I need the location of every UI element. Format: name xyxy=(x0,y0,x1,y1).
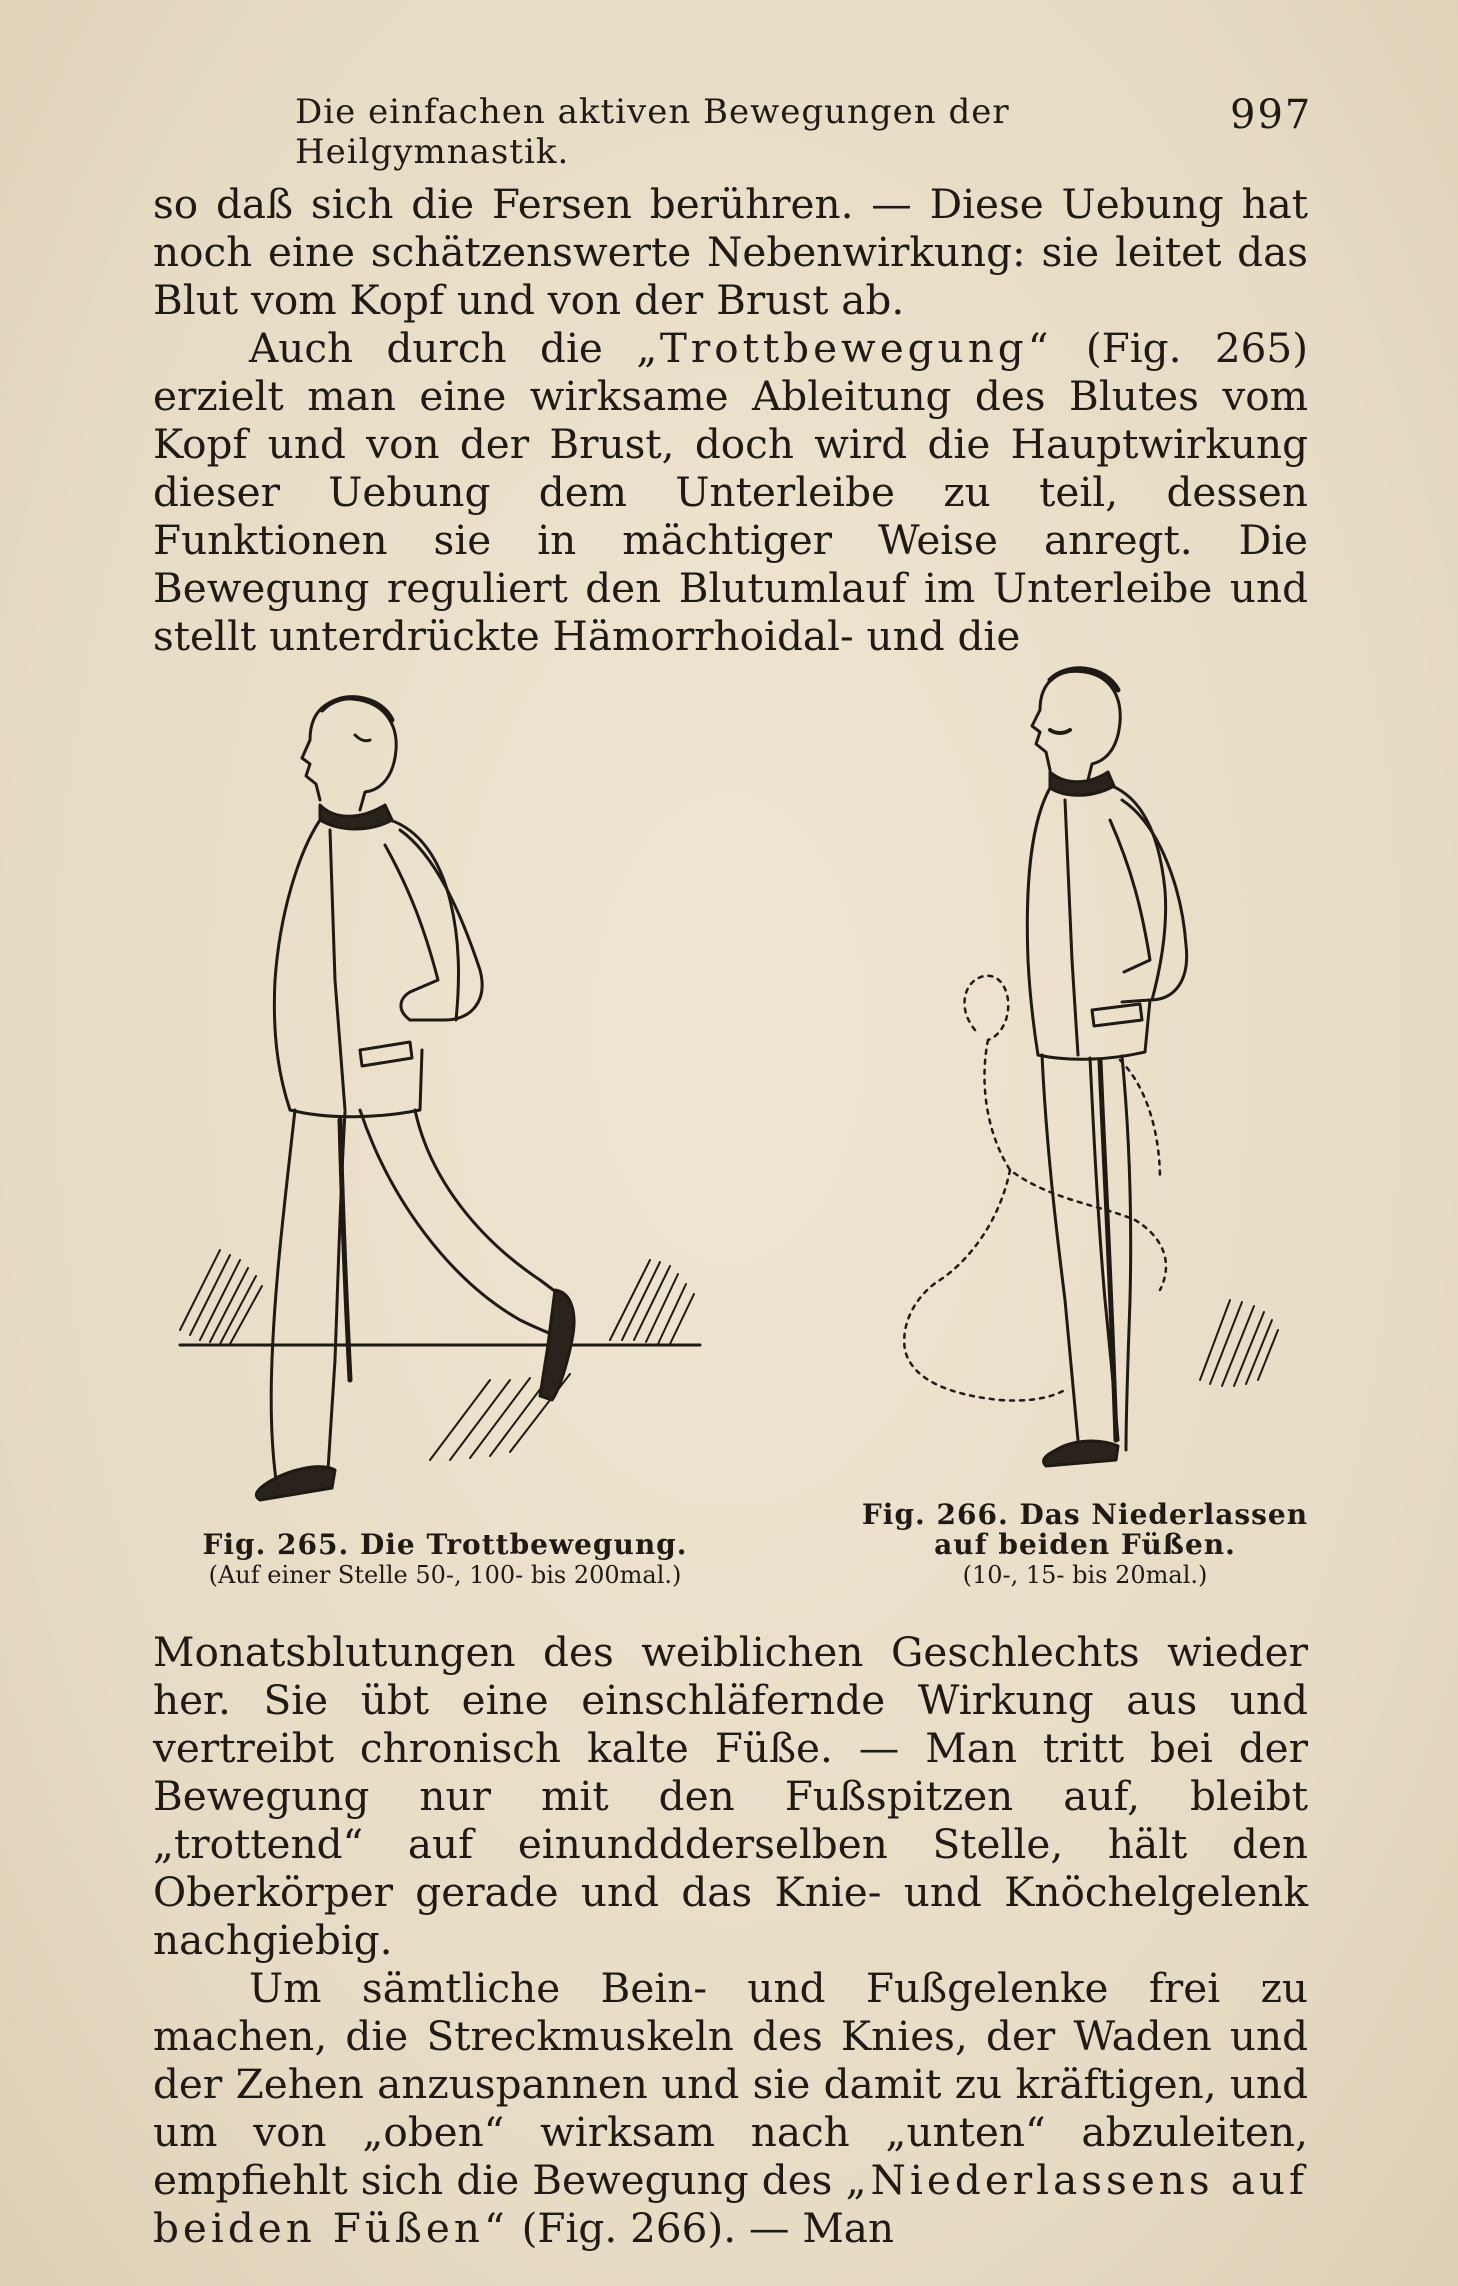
paragraph-4-start: Um sämtliche Bein- und Fußgelenke frei zu machen, die Streckmuskeln des Knies, der Waden und der Zehen anzuspannen und sie damit zu kräftigen, und um von „oben“ wirksam nach „unten“ abzuleiten, empfiehlt sich die Bewegung des xyxy=(153,1964,1308,2204)
figure-265-illustration xyxy=(160,680,720,1520)
paragraph-4-end: (Fig. 266). — Man xyxy=(508,2204,895,2252)
running-title: Die einfachen aktiven Bewegungen der Heilgymnastik. xyxy=(295,92,1010,172)
paragraph-2-start: Auch durch die xyxy=(249,324,637,372)
paragraph-4 xyxy=(153,1964,1308,2252)
figure-266-title-line1: Fig. 266. Das Niederlassen xyxy=(861,1498,1309,1531)
figure-265-title: Fig. 265. Die Trottbewegung. xyxy=(202,1528,688,1561)
paragraph-2 xyxy=(153,324,1308,660)
top-text-block xyxy=(153,180,1308,660)
figure-265-subtitle: (Auf einer Stelle 50-, 100- bis 200mal.) xyxy=(208,1561,682,1589)
figure-266-caption xyxy=(845,1500,1325,1590)
figure-266-illustration xyxy=(860,660,1320,1500)
term-trottbewegung: „Trottbewegung“ xyxy=(636,324,1053,372)
figure-266-subtitle: (10-, 15- bis 20mal.) xyxy=(962,1561,1208,1589)
page-number: 997 xyxy=(1230,92,1313,138)
paragraph-3: Monatsblutungen des weiblichen Geschlechts wieder her. Sie übt eine einschläfernde Wirkung aus und vertreibt chronisch kalte Füße. — Man tritt bei der Bewegung nur mit den Fußspitzen auf, bleibt „trottend“ auf einunddderselben Stelle, hält den Oberkörper gerade und das Knie- und Knöchelgelenk nachgiebig. xyxy=(153,1628,1308,1964)
bottom-text-block xyxy=(153,1628,1308,2252)
figure-266-title-line2: auf beiden Füßen. xyxy=(934,1528,1236,1561)
paragraph-2-end: (Fig. 265) erzielt man eine wirksame Ableitung des Blutes vom Kopf und von der Brust, doch wird die Hauptwirkung dieser Uebung dem Unterleibe zu teil, dessen Funktionen sie in mächtiger Weise anregt. Die Bewegung reguliert den Blutumlauf im Unterleibe und stellt unterdrückte Hämorrhoidal- und die xyxy=(153,324,1308,660)
term-niederlassen: „Niederlassens auf beiden Füßen“ xyxy=(153,2156,1308,2252)
paragraph-1: so daß sich die Fersen berühren. — Diese Uebung hat noch eine schätzenswerte Nebenwirkung: sie leitet das Blut vom Kopf und von der Brust ab. xyxy=(153,180,1308,324)
figure-265-caption xyxy=(150,1530,740,1590)
